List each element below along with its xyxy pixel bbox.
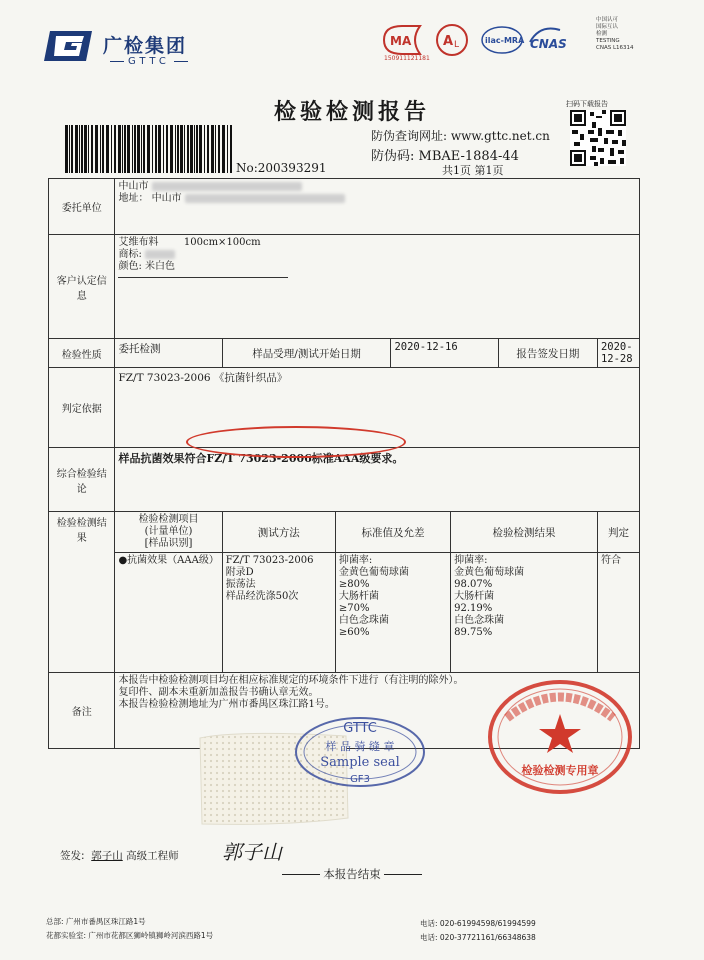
footer-hq: 总部: 广州市番禺区珠江路1号 xyxy=(46,917,146,926)
barcode-icon xyxy=(65,125,235,173)
report-title: 检验检测报告 xyxy=(273,99,430,125)
official-seal-stamp xyxy=(485,678,635,796)
receive-date-value: 2020-12-16 xyxy=(391,339,498,368)
footer-tel2: 电话: 020-37721161/66348638 xyxy=(420,933,536,942)
org-name-cn: 广检集团 xyxy=(103,35,188,57)
client-value: 中山市 地址： 中山市 xyxy=(115,179,640,235)
conclusion-value: 样品抗菌效果符合FZ/T 73023-2006标准AAA级要求。 xyxy=(115,448,640,512)
cma-logo-icon xyxy=(384,26,420,54)
issue-date-value: 2020-12-28 xyxy=(597,339,639,368)
sample-seal-stamp xyxy=(290,710,430,790)
nature-value: 委托检测 xyxy=(115,339,222,368)
svg-text:L: L xyxy=(454,40,460,50)
svg-text:检验检测专用章: 检验检测专用章 xyxy=(521,764,599,777)
issue-date-label: 报告签发日期 xyxy=(498,339,597,368)
svg-text:CNAS: CNAS xyxy=(530,37,567,51)
basis-value: FZ/T 73023-2006 《抗菌针织品》 xyxy=(115,368,640,448)
basis-label: 判定依据 xyxy=(49,368,115,448)
redacted-text xyxy=(185,194,345,203)
ilac-mra-logo-icon xyxy=(482,27,525,53)
col-item-header: 检验检测项目 (计量单位) [样品识别] xyxy=(115,512,222,553)
nature-label: 检验性质 xyxy=(49,339,115,368)
svg-text:MA: MA xyxy=(390,34,412,48)
result-judge: 符合 xyxy=(597,553,639,673)
sample-info-label: 客户认定信息 xyxy=(49,235,115,339)
handwritten-signature: 郭子山 xyxy=(222,840,282,864)
highlight-ellipse xyxy=(186,426,406,458)
svg-text:样 品 骑 缝 章: 样 品 骑 缝 章 xyxy=(325,740,395,753)
result-item: ●抗菌效果（AAA级） xyxy=(115,553,222,673)
star-icon xyxy=(539,714,581,753)
issuer-line: 签发: 郭子山 高级工程师 xyxy=(60,850,179,862)
cal-logo-icon xyxy=(437,25,467,55)
anti-fake-site: 防伪查询网址: www.gttc.net.cn xyxy=(371,129,550,143)
report-number: No:200393291 xyxy=(236,161,327,175)
col-method-header: 测试方法 xyxy=(222,512,335,553)
footer-huadu: 花都实验室: 广州市花都区狮岭镇狮岭河滨西路1号 xyxy=(46,931,214,940)
redacted-text xyxy=(145,250,175,259)
receive-date-label: 样品受理/测试开始日期 xyxy=(222,339,391,368)
anti-fake-code: 防伪码: MBAE-1884-44 xyxy=(371,149,519,164)
conclusion-label: 综合检验结论 xyxy=(49,448,115,512)
result-method: FZ/T 73023-2006 附录D 振荡法 样品经洗涤50次 xyxy=(222,553,335,673)
report-table xyxy=(48,178,640,749)
redacted-text xyxy=(152,182,302,191)
cnas-text: 中国认可 国际互认 检测 TESTING CNAS L16314 xyxy=(596,17,634,51)
col-standard-header: 标准值及允差 xyxy=(335,512,450,553)
qr-label: 扫码下载报告 xyxy=(566,100,608,108)
cnas-logo-icon xyxy=(530,29,567,52)
result-standard: 抑菌率: 金黄色葡萄球菌 ≥80% 大肠杆菌 ≥70% 白色念珠菌 ≥60% xyxy=(335,553,450,673)
org-name-en: GTTC xyxy=(106,56,192,67)
svg-text:Sample seal: Sample seal xyxy=(320,755,400,770)
results-label: 检验检测结果 xyxy=(49,512,115,673)
svg-text:A: A xyxy=(443,34,454,49)
end-of-report: 本报告结束 xyxy=(0,866,704,882)
col-result-header: 检验检测结果 xyxy=(451,512,598,553)
client-label: 委托单位 xyxy=(49,179,115,235)
svg-text:ilac-MRA: ilac-MRA xyxy=(485,36,525,45)
svg-text:GF3: GF3 xyxy=(350,774,370,785)
page-count: 共1页 第1页 xyxy=(442,164,504,177)
qr-code-icon[interactable] xyxy=(570,110,626,166)
cma-cert-number: 150911121181 xyxy=(384,55,430,62)
remark-label: 备注 xyxy=(49,673,115,749)
result-values: 抑菌率: 金黄色葡萄球菌 98.07% 大肠杆菌 92.19% 白色念珠菌 89.75% xyxy=(451,553,598,673)
issuer-title: 高级工程师 xyxy=(126,850,179,862)
col-judge-header: 判定 xyxy=(597,512,639,553)
footer-tel1: 电话: 020-61994598/61994599 xyxy=(420,919,536,928)
certification-logos xyxy=(380,20,630,60)
sample-info-value: 艾维布料 100cm×100cm 商标: 颜色: 米白色 xyxy=(115,235,640,339)
remark-value: 本报告中检验检测项目均在相应标准规定的环境条件下进行（有注明的除外）。 复印件、副本未重新加盖报告书确认章无效。 本报告检验检测地址为广州市番禺区珠江路1号。 xyxy=(115,673,640,749)
issuer-name: 郭子山 xyxy=(91,850,123,862)
gttc-logo-icon xyxy=(42,29,94,63)
svg-text:GTTC: GTTC xyxy=(343,721,377,736)
